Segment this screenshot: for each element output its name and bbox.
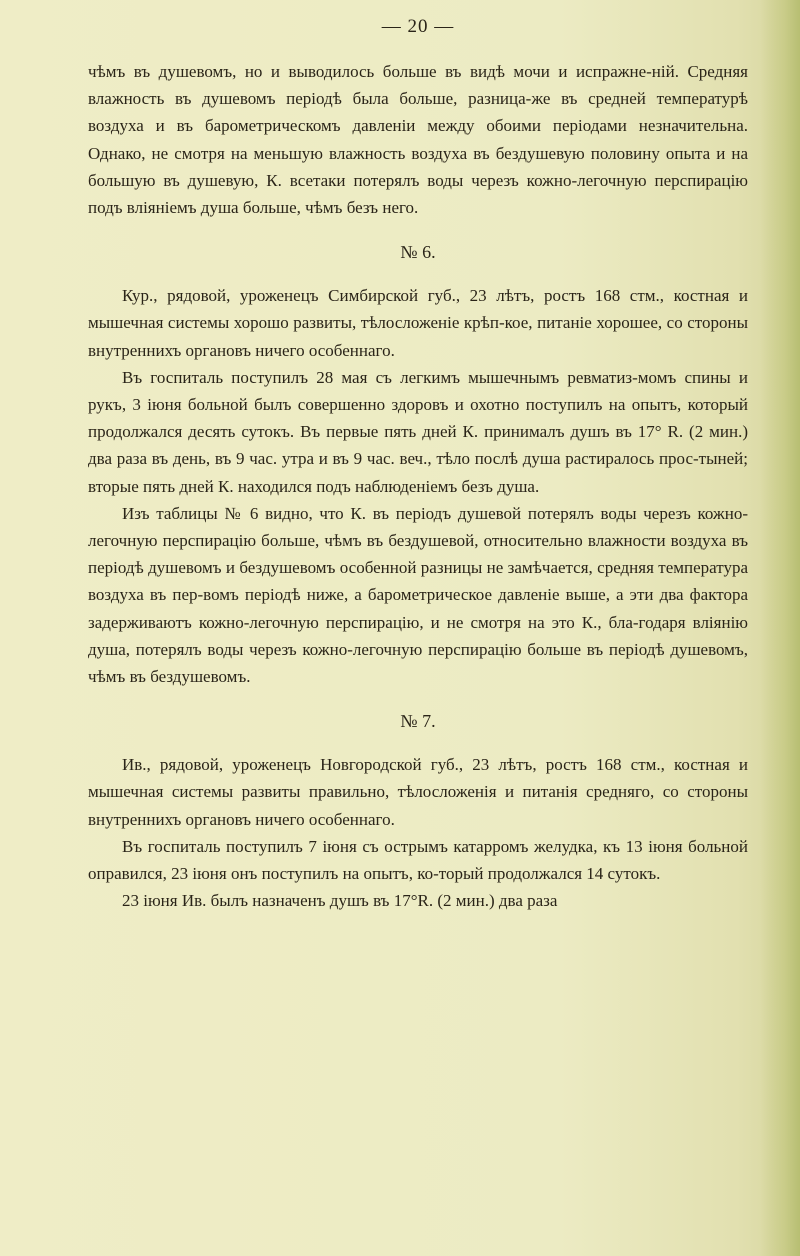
section6-paragraph-3: Изъ таблицы № 6 видно, что К. въ періодъ душевой потерялъ воды черезъ кожно-легочную перспирацію больше, чѣмъ въ бездушевой, относительно влажности воздуха въ періодѣ душевомъ и бездушевомъ особенной разницы не замѣчается, средняя температура воздуха въ пер-вомъ періодѣ ниже, а барометрическое давленіе выше, а эти два фактора задерживаютъ кожно-легочную перспирацію, и не смотря на это К., бла-годаря вліянію душа, потерялъ воды черезъ кожно-легочную перспирацію больше въ періодѣ душевомъ, чѣмъ въ бездушевомъ. xyxy=(88,503,748,687)
section7-paragraph-3: 23 іюня Ив. былъ назначенъ душъ въ 17°R. (2 мин.) два раза xyxy=(122,891,558,911)
section6-paragraph-1: Кур., рядовой, уроженецъ Симбирской губ., 23 лѣтъ, ростъ 168 стм., костная и мышечная системы хорошо развиты, тѣлосложеніе крѣп-кое, питаніе хорошее, со стороны внутреннихъ органовъ ничего особеннаго. xyxy=(88,286,748,360)
section-heading-6: № 6. xyxy=(400,242,436,263)
section7-paragraph-1: Ив., рядовой, уроженецъ Новгородской губ., 23 лѣтъ, ростъ 168 стм., костная и мышечная системы развиты правильно, тѣлосложенія и питанія средняго, со стороны внутреннихъ органовъ ничего особеннаго. xyxy=(88,755,748,829)
page-edge-shadow xyxy=(760,0,800,1256)
section-heading-7: № 7. xyxy=(400,711,436,732)
document-body xyxy=(88,14,748,914)
page-number: — 20 — xyxy=(381,16,455,37)
section6-paragraph-2: Въ госпиталь поступилъ 28 мая съ легкимъ мышечнымъ ревматиз-момъ спины и рукъ, 3 іюня больной былъ совершенно здоровъ и охотно поступилъ на опытъ, который продолжался десять сутокъ. Въ первые пять дней К. принималъ душъ въ 17° R. (2 мин.) два раза въ день, въ 9 час. утра и въ 9 час. веч., тѣло послѣ душа растиралось прос-тыней; вторые пять дней К. находился подъ наблюденіемъ безъ душа. xyxy=(88,367,748,496)
paragraph-continuation: чѣмъ въ душевомъ, но и выводилось больше въ видѣ мочи и испражне-ній. Средняя влажность въ душевомъ періодѣ была больше, разница-же въ средней температурѣ воздуха и въ барометрическомъ давленіи между обоими періодами незначительна. Однако, не смотря на меньшую влажность воздуха въ бездушевую половину опыта и на большую въ душевую, К. всетаки потерялъ воды черезъ кожно-легочную перспирацію подъ вліяніемъ душа больше, чѣмъ безъ него. xyxy=(88,62,748,218)
section7-paragraph-2: Въ госпиталь поступилъ 7 іюня съ острымъ катарромъ желудка, къ 13 іюня больной оправился, 23 іюня онъ поступилъ на опытъ, ко-торый продолжался 14 сутокъ. xyxy=(88,836,748,884)
